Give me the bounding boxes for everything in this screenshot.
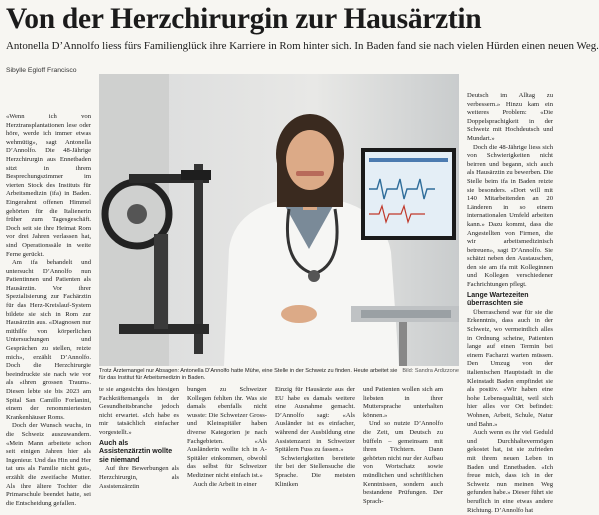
paragraph: Auch wenn es ihr viel Geduld und Durchhaltevermögen gekostet hat, ist sie zufrieden mit ihrem neuen Leben in Baden und Ennetbaden. «Ich freue mich, dass ich in der Schweiz nun meinen Weg gefunden habe.» Dieser führt sie beruflich in eine etwas andere Richtung. D’Annolfo hat bbox=[467, 429, 553, 514]
photo-credit: Bild: Sandra Ardizzone bbox=[402, 368, 459, 374]
byline: Sibylle Egloff Francisco bbox=[6, 67, 77, 74]
article-column-4 bbox=[275, 386, 355, 488]
subheading: Auch als Assistenzärztin wollte sie niemand bbox=[99, 439, 173, 464]
paragraph: Doch der Wunsch wuchs, in die Schweiz auszuwandern. «Mein Mann arbeitete schon seit einigen Jahren hier als Ingenieur. Und das Hin und Her tat uns als Familie nicht gut», erzählt die zweifache Mutter. Als ihre ältere Tochter die Primarschule beendet hatte, sei die Entscheidung gefallen. bbox=[6, 422, 91, 507]
article-column-5 bbox=[363, 386, 443, 505]
paragraph: Überraschend war für sie die Erkenntnis, dass auch in der Schweiz, wo vermeintlich alles in Ordnung scheine, Patienten lange auf einen Termin bei einem Facharzt warten müssen. Den Umzug von der italienischen Hauptstadt in die Kleinstadt Baden empfindet sie als positiv. «Wir haben eine hohe Lebensqualität, weil sich hier alles vor Ort befindet: Wohnen, Arbeit, Schule, Natur und Bahn.» bbox=[467, 308, 553, 428]
paragraph: Doch die 48-Jährige liess sich von Schwierigkeiten nicht beirren und begann, sich auch als Hausärztin zu bewerben. Die Stelle beim ifa in Baden reizte sie besonders. «Dort will mit 140 Mitarbeitenden an 20 Länderen in so einem internationalen Umfeld arbeiten kann.» Dazu kommt, dass die Angestellten von Firmen, die wir arbeitsmedizinisch betreuen», sagt D’Annolfo. Sie schätzt neben den Austauschen, den sie am ifa mit Kolleginnen und Kollegen verschiedener Fachrichtungen pflegt. bbox=[467, 143, 553, 289]
paragraph: Schwierigkeiten bereitete ihr bei der Stellensuche die Sprache. Die meisten Kliniken bbox=[275, 454, 355, 488]
paragraph: Auf ihre Bewerbungen als Herzchirurgin, als Assistenzärztin bbox=[99, 465, 179, 490]
photo-illustration bbox=[99, 74, 459, 366]
article-photo bbox=[99, 74, 459, 366]
paragraph: Am ifa behandelt und untersucht D’Annolfo nun Patientinnen und Patienten als Hausärztin. Vor ihrer Spezialisierung zur Fachärztin für das Herz-Kreislauf-System bildete sie sich in Rom zur Hausärztin aus. «Diagnosen nur mithilfe von körperlichen Untersuchungen und Gesprächen zu stellen, reizte mich», erzählt D’Annolfo. Doch die Herzchirurgie beeindruckte sie nach wie vor als «ihren grossen Traum». Diesen lebte sie bis 2023 am Spital San Camillo Forlanini, einem der renommiertesten Krankenhäuser Roms. bbox=[6, 259, 91, 421]
article-column-1 bbox=[6, 113, 91, 507]
monitor bbox=[361, 148, 456, 240]
caption-text: Trotz Ärztemangel nur Absagen: Antonella D’Annolfo hatte Mühe, eine Stelle in der Schweiz zu finden. Heute arbeitet sie für das Institut für Arbeitsmedizin in Baden. bbox=[99, 368, 398, 381]
paragraph: Deutsch im Alltag zu verbessern.» Hinzu kam ein weiteres Problem: «Die Doppelsprachigkeit in der Schweiz mit Hochdeutsch und Mundart.» bbox=[467, 92, 553, 142]
article-column-3 bbox=[187, 386, 267, 488]
paragraph: Und so nutzte D’Annolfo die Zeit, um Deutsch zu büffeln – gemeinsam mit ihren Töchtern. Dann gehörten nicht nur der Aufbau von Wortschatz sowie mündlichen und schriftlichen Kenntnissen, sondern auch bestandene Prüfungen. Der Sprach- bbox=[363, 420, 443, 505]
article-column-6 bbox=[467, 92, 553, 514]
paragraph: und Patienten wollen sich am liebsten in ihrer Muttersprache unterhalten können.» bbox=[363, 386, 443, 419]
article-column-2 bbox=[99, 386, 179, 490]
paragraph: «Wenn ich von Herztransplantationen lese oder höre, werde ich immer etwas wehmütig», sagt Antonella D’Annolfo. Die 48-Jährige Herzchirurgin aus Ennetbaden sitzt in ihrem Besprechungszimmer im vierten Stock des Instituts für Arbeitsmedizin (ifa) in Baden. Eingerahmt offenen Himmel gehörten für die Italienerin früher zum Tagesgeschäft. Doch seit sie ihre Heimat Rom vor drei Jahren verlassen hat, sind Operationssäle in weite Ferne gerückt. bbox=[6, 113, 91, 258]
headline: Von der Herzchirurgin zur Hausärztin bbox=[6, 3, 482, 35]
subheading: Lange Wartezeiten überraschten sie bbox=[467, 291, 529, 308]
paragraph: bungen zu Schweizer Kollegen fehlten ihr. Was sie damals ebenfalls nicht wusste: Die Schweizer Gross- und Kleinspitäler haben diverse Kategorien je nach Fachgebieten. «Als Ausländerin wollte ich in A-Spitäler einkommen, obwohl das selbst für Schweizer Mediziner nicht einfach ist.» bbox=[187, 386, 267, 479]
paragraph: te sie angesichts des hiesigen Fachkräftemangels in der Gesundheitsbranche jedoch nicht erwartet. «Ich habe es mir tatsächlich einfacher vorgestellt.» bbox=[99, 386, 179, 436]
lead-text: Antonella D’Annolfo liess fürs Familienglück ihre Karriere in Rom hinter sich. In Baden fand sie nach vielen Hürden einen neuen Weg. bbox=[6, 40, 599, 52]
paragraph: Einzig für Hausärzte aus der EU habe es damals weitere eine Ausnahme gemacht. D’Annolfo sagt: «Als Ausländer ist es einfacher, während der Ausbildung eine Assistenzarzt in Schweizer Spitälern Fuss zu fassen.» bbox=[275, 386, 355, 454]
photo-caption bbox=[99, 368, 459, 382]
paragraph: Auch die Arbeit in einer bbox=[193, 480, 257, 488]
